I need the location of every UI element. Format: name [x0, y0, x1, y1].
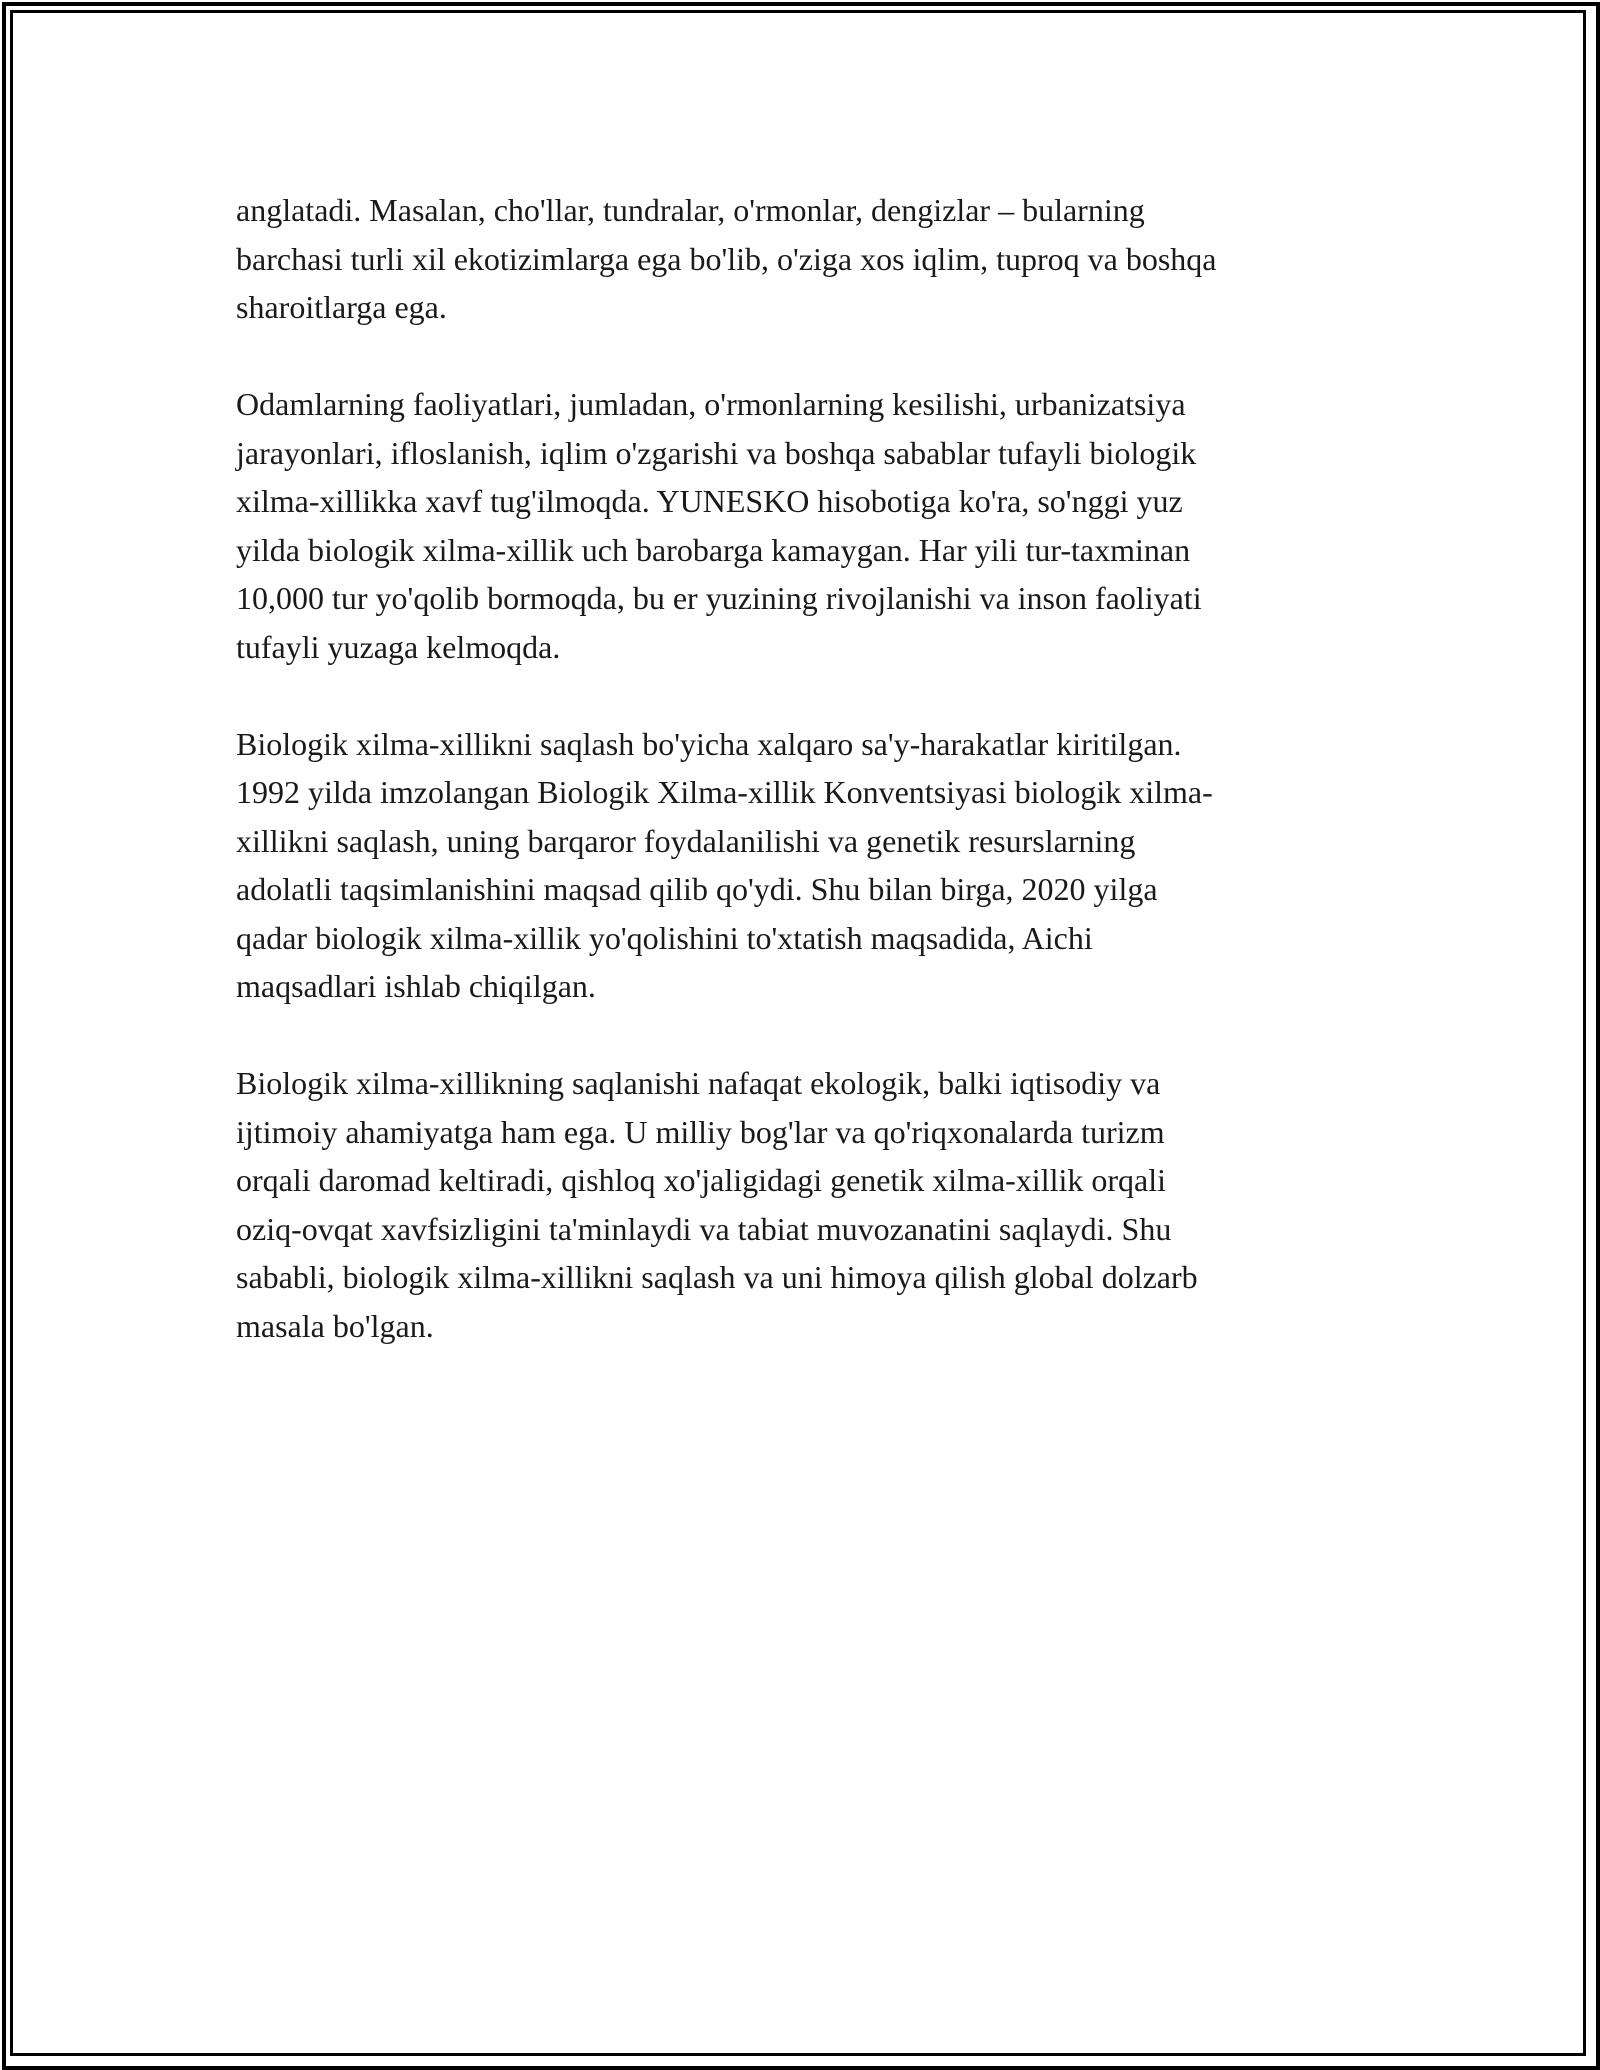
text-line: xillikni saqlash, uning barqaror foydalanilishi va genetik resurslarning: [236, 822, 1136, 859]
text-line: masala bo'lgan.: [236, 1307, 434, 1344]
text-line: jarayonlari, ifloslanish, iqlim o'zgarishi va boshqa sabablar tufayli biologik: [236, 434, 1197, 471]
text-line: maqsadlari ishlab chiqilgan.: [236, 968, 596, 1004]
text-line: Biologik xilma-xillikni saqlash bo'yicha xalqaro sa'y-harakatlar kiritilgan.: [236, 725, 1182, 762]
text-line: oziq-ovqat xavfsizligini ta'minlaydi va tabiat muvozanatini saqlaydi. Shu: [236, 1210, 1172, 1247]
text-line: Biologik xilma-xillikning saqlanishi nafaqat ekologik, balki iqtisodiy va: [236, 1065, 1161, 1101]
text-line: qadar biologik xilma-xillik yo'qolishini to'xtatish maqsadida, Aichi: [236, 919, 1093, 956]
text-line: 1992 yilda imzolangan Biologik Xilma-xillik Konventsiyasi biologik xilma-: [236, 774, 1213, 810]
text-line: tufayli yuzaga kelmoqda.: [236, 628, 561, 665]
text-line: xilma-xillikka xavf tug'ilmoqda. YUNESKO hisobotiga ko'ra, so'nggi yuz: [236, 483, 1183, 519]
text-line: barchasi turli xil ekotizimlarga ega bo'lib, o'ziga xos iqlim, tuproq va boshqa: [236, 240, 1217, 277]
paragraph-4: [236, 1059, 1376, 1350]
text-line: anglatadi. Masalan, cho'llar, tundralar, o'rmonlar, dengizlar – bularning: [236, 192, 1145, 228]
text-line: yilda biologik xilma-xillik uch barobarga kamaygan. Har yili tur-taxminan: [236, 531, 1191, 568]
document-body: [236, 186, 1376, 1399]
paragraph-1: [236, 186, 1376, 332]
text-line: sharoitlarga ega.: [236, 289, 447, 325]
paragraph-3: [236, 720, 1376, 1011]
text-line: sababli, biologik xilma-xillikni saqlash va uni himoya qilish global dolzarb: [236, 1259, 1198, 1295]
text-line: orqali daromad keltiradi, qishloq xo'jaligidagi genetik xilma-xillik orqali: [236, 1162, 1166, 1198]
text-line: 10,000 tur yo'qolib bormoqda, bu er yuzining rivojlanishi va inson faoliyati: [236, 580, 1202, 616]
text-line: ijtimoiy ahamiyatga ham ega. U milliy bog'lar va qo'riqxonalarda turizm: [236, 1113, 1165, 1150]
text-line: adolatli taqsimlanishini maqsad qilib qo'ydi. Shu bilan birga, 2020 yilga: [236, 871, 1158, 907]
text-line: Odamlarning faoliyatlari, jumladan, o'rmonlarning kesilishi, urbanizatsiya: [236, 386, 1186, 422]
paragraph-2: [236, 380, 1376, 671]
